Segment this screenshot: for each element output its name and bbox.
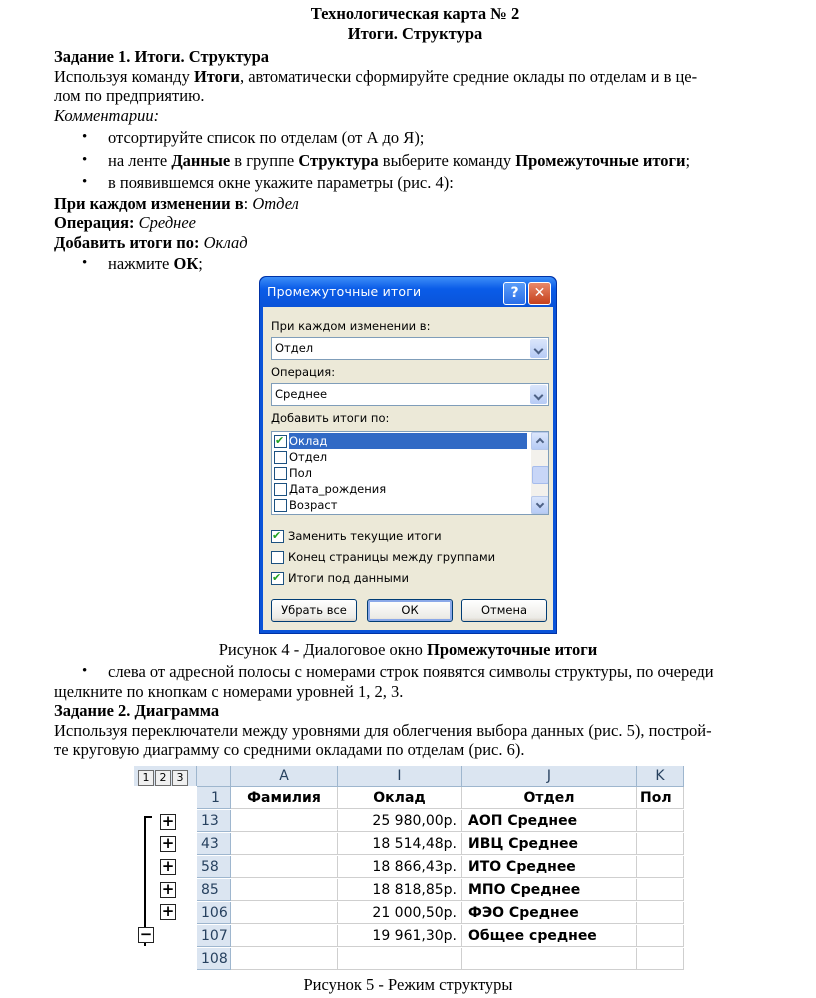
t-structure: Структура (298, 150, 379, 170)
param-op (54, 213, 776, 233)
task1-intro (54, 67, 776, 87)
list-item[interactable] (272, 465, 529, 481)
cell[interactable] (231, 948, 338, 970)
cell[interactable] (231, 856, 338, 878)
t-data: Данные (171, 150, 231, 170)
col-header-i[interactable]: I (338, 766, 462, 787)
param-change-label: При каждом изменении в (54, 193, 244, 213)
task1-intro-line2: лом по предприятию. (54, 86, 205, 105)
change-combo[interactable] (271, 337, 549, 360)
chevron-down-icon[interactable] (530, 339, 547, 358)
scroll-down-icon[interactable] (531, 496, 549, 514)
row-header[interactable]: 1 (197, 787, 231, 809)
chevron-down-icon[interactable] (530, 385, 547, 404)
cell[interactable] (462, 948, 637, 970)
cell-dept[interactable]: Общее среднее (462, 925, 637, 947)
opt-below-label: Итоги под данными (288, 571, 409, 585)
param-add (54, 233, 776, 253)
cell[interactable] (637, 810, 684, 832)
param-add-value: Оклад (199, 232, 248, 252)
row-header[interactable]: 107 (197, 925, 231, 947)
cell-salary[interactable]: 21 000,50р. (338, 902, 462, 924)
close-icon[interactable]: ✕ (528, 282, 551, 305)
ok-button[interactable]: ОК (367, 599, 453, 622)
checkbox[interactable] (274, 435, 287, 448)
row-header[interactable]: 85 (197, 879, 231, 901)
cell[interactable] (637, 833, 684, 855)
expand-plus-icon[interactable]: + (161, 834, 175, 852)
level-3-button[interactable]: 3 (172, 770, 188, 786)
cell-dept[interactable]: МПО Среднее (462, 879, 637, 901)
cell[interactable] (231, 902, 338, 924)
row-header[interactable]: 106 (197, 902, 231, 924)
cell[interactable] (231, 833, 338, 855)
cell[interactable] (637, 856, 684, 878)
list-item-label: Возраст (289, 498, 338, 512)
remove-all-button[interactable]: Убрать все (271, 599, 357, 622)
task1-bullets-2 (54, 254, 776, 274)
bullet-structure: • слева от адресной полосы с номерами строк появятся символы структуры, по очереди (54, 662, 776, 682)
t: на ленте (108, 150, 172, 170)
doc-subtitle: Итоги. Структура (347, 23, 483, 43)
checkbox[interactable] (271, 572, 284, 585)
figure4-caption (0, 640, 816, 660)
cell[interactable] (231, 810, 338, 832)
dialog-titlebar[interactable] (260, 277, 556, 307)
list-item[interactable] (272, 497, 529, 513)
task1-bullets (54, 128, 776, 193)
checkbox[interactable] (274, 467, 287, 480)
label-operation: Операция: (271, 365, 336, 379)
figure5-caption: Рисунок 5 - Режим структуры (303, 975, 513, 994)
bullet-structure-line2: щелкните по кнопкам с номерами уровней 1, 2, 3. (54, 681, 404, 701)
cell-dept[interactable]: АОП Среднее (462, 810, 637, 832)
label-change: При каждом изменении в: (271, 319, 431, 333)
header-salary[interactable]: Оклад (338, 787, 462, 809)
list-item[interactable] (272, 433, 529, 449)
opt-below[interactable] (271, 570, 409, 586)
col-header-a[interactable]: A (231, 766, 338, 787)
t: выберите команду (378, 150, 516, 170)
t-ok: ОК (173, 254, 199, 273)
row-header[interactable]: 108 (197, 948, 231, 970)
bullet-sort: • отсортируйте список по отделам (от А до Я); (54, 128, 776, 148)
expand-plus-icon[interactable]: + (161, 812, 175, 830)
dialog-body (263, 307, 553, 630)
list-item-label: Дата_рождения (289, 482, 387, 496)
cell-salary[interactable]: 18 514,48р. (338, 833, 462, 855)
cell-dept[interactable]: ФЭО Среднее (462, 902, 637, 924)
subtotals-dialog (259, 276, 557, 634)
checkbox[interactable] (271, 551, 284, 564)
add-totals-list[interactable] (271, 431, 549, 515)
cell[interactable] (637, 948, 684, 970)
cell[interactable] (231, 925, 338, 947)
doc-title: Технологическая карта № 2 (310, 4, 520, 23)
collapse-minus-icon[interactable]: − (139, 925, 153, 943)
outline-bracket-top (144, 816, 152, 818)
bullet-ribbon (54, 151, 776, 171)
scroll-up-icon[interactable] (531, 432, 549, 450)
checkbox[interactable] (274, 499, 287, 512)
select-all-corner[interactable] (197, 766, 231, 787)
outline-level-bar (134, 766, 197, 787)
intro-text: Используя команду (54, 66, 194, 86)
checkbox[interactable] (274, 451, 287, 464)
list-item-label: Отдел (289, 450, 328, 464)
cell-salary[interactable]: 18 866,43р. (338, 856, 462, 878)
header-sex[interactable]: Пол (637, 787, 684, 809)
expand-plus-icon[interactable]: + (161, 857, 175, 875)
bullet-params: • в появившемся окне укажите параметры (рис. 4): (54, 173, 776, 193)
expand-plus-icon[interactable]: + (161, 902, 175, 920)
spreadsheet-outline (134, 766, 684, 972)
param-change-value: Отдел (252, 193, 299, 213)
cell-salary[interactable]: 25 980,00р. (338, 810, 462, 832)
sep: : (243, 193, 253, 213)
t: нажмите (108, 254, 174, 273)
intro-text-end: , автоматически сформируйте средние оклады по отделам и в це- (239, 66, 698, 86)
header-surname[interactable]: Фамилия (231, 787, 338, 809)
task2-line1: Используя переключатели между уровнями для облегчения выбора данных (рис. 5), построй- (54, 720, 712, 740)
list-item[interactable] (272, 449, 529, 465)
operation-combo-value: Среднее (275, 387, 328, 401)
opt-pagebreak-label: Конец страницы между группами (288, 550, 496, 564)
bullet-ok (54, 254, 776, 274)
caption-text: Рисунок 4 - Диалоговое окно (218, 640, 428, 659)
operation-combo[interactable] (271, 383, 549, 406)
cell-salary[interactable]: 18 818,85р. (338, 879, 462, 901)
checkbox[interactable] (274, 483, 287, 496)
scroll-thumb[interactable] (532, 466, 549, 484)
cell[interactable] (637, 925, 684, 947)
col-header-k[interactable]: K (637, 766, 684, 787)
level-2-button[interactable]: 2 (155, 770, 171, 786)
cell[interactable] (231, 879, 338, 901)
task1-bullets-3 (54, 662, 776, 682)
t: ; (198, 254, 203, 273)
change-combo-value: Отдел (275, 341, 314, 355)
cell[interactable] (338, 948, 462, 970)
label-add-totals: Добавить итоги по: (271, 411, 390, 425)
t: ; (685, 150, 691, 170)
outline-gutter (134, 786, 197, 972)
t-subtotals: Промежуточные итоги (515, 150, 686, 170)
task1-title: Задание 1. Итоги. Структура (54, 47, 270, 66)
document-part2 (54, 662, 776, 760)
header-dept[interactable]: Отдел (462, 787, 637, 809)
cell-salary[interactable]: 19 961,30р. (338, 925, 462, 947)
param-change (54, 194, 776, 214)
row-header[interactable]: 58 (197, 856, 231, 878)
param-op-label: Операция: (54, 213, 135, 232)
level-1-button[interactable]: 1 (138, 770, 154, 786)
comments-label: Комментарии: (54, 105, 160, 125)
list-item-label: Пол (289, 466, 313, 480)
dialog-title: Промежуточные итоги (267, 284, 422, 299)
expand-plus-icon[interactable]: + (161, 880, 175, 898)
list-item[interactable] (272, 481, 529, 497)
list-item-label: Оклад (289, 433, 527, 449)
opt-pagebreak[interactable] (271, 549, 495, 565)
row-header[interactable]: 43 (197, 833, 231, 855)
task2-line2: те круговую диаграмму со средними окладами по отделам (рис. 6). (54, 740, 525, 759)
checkbox[interactable] (271, 530, 284, 543)
intro-command: Итоги (193, 66, 240, 86)
caption-bold: Промежуточные итоги (427, 640, 598, 659)
opt-replace[interactable] (271, 528, 442, 544)
opt-replace-label: Заменить текущие итоги (288, 529, 442, 543)
row-header[interactable]: 13 (197, 810, 231, 832)
col-header-j[interactable]: J (462, 766, 637, 787)
cell-dept[interactable]: ИТО Среднее (462, 856, 637, 878)
param-op-value: Среднее (134, 213, 197, 232)
task2-title: Задание 2. Диаграмма (54, 701, 220, 720)
cancel-button[interactable]: Отмена (461, 599, 547, 622)
param-add-label: Добавить итоги по: (54, 232, 200, 252)
cell[interactable] (637, 879, 684, 901)
t: в группе (230, 150, 299, 170)
help-icon[interactable]: ? (503, 282, 526, 305)
document (54, 0, 776, 274)
cell[interactable] (637, 902, 684, 924)
cell-dept[interactable]: ИВЦ Среднее (462, 833, 637, 855)
list-scrollbar[interactable] (531, 432, 548, 514)
